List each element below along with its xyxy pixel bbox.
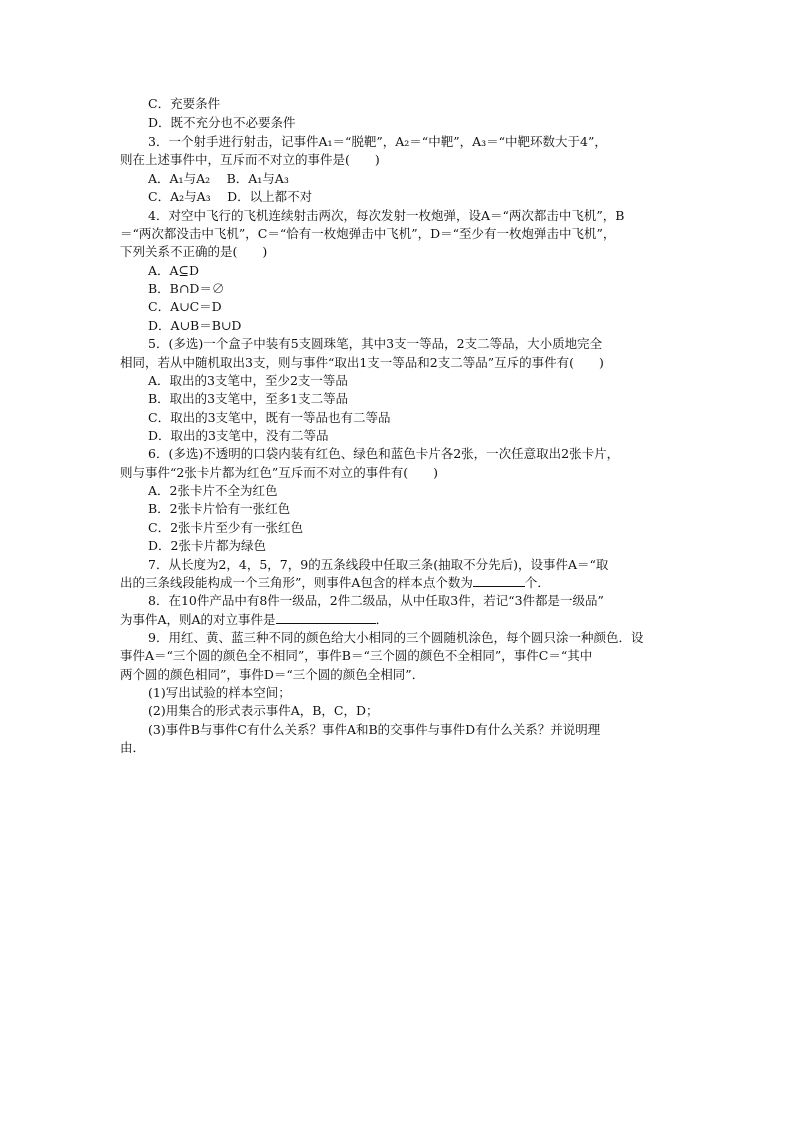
question-5-option-b: B．取出的3支笔中，至多1支二等品 [148, 391, 349, 406]
question-9-sub-2: (2)用集合的形式表示事件A，B，C，D； [148, 703, 379, 718]
question-8-text: 为事件A，则A的对立事件是 [120, 612, 276, 627]
option-c-prev: C．充要条件 [148, 96, 221, 111]
question-3-options-ab: A．A₁与A₂ B．A₁与A₃ [148, 171, 289, 186]
question-5-option-a: A．取出的3支笔中，至少2支一等品 [148, 373, 348, 388]
question-5-line-1: 5．(多选)一个盒子中装有5支圆珠笔，其中3支一等品，2支二等品，大小质地完全 [148, 336, 603, 351]
question-3-options-cd: C．A₂与A₃ D．以上都不对 [148, 189, 313, 204]
answer-blank[interactable] [276, 611, 376, 624]
question-8-line-1: 8．在10件产品中有8件一级品，2件二级品，从中任取3件，若记“3件都是一级品” [148, 593, 604, 608]
question-5-line-2: 相同，若从中随机取出3支，则与事件“取出1支一等品和2支二等品”互斥的事件有( ) [120, 355, 604, 370]
question-5-option-c: C．取出的3支笔中，既有一等品也有二等品 [148, 410, 391, 425]
question-9-line-2: 事件A＝“三个圆的颜色全不相同”，事件B＝“三个圆的颜色不全相同”，事件C＝“其中 [120, 648, 593, 663]
question-6-option-d: D．2张卡片都为绿色 [148, 538, 266, 553]
question-4-line-1: 4．对空中飞行的飞机连续射击两次，每次发射一枚炮弹，设A＝“两次都击中飞机”，B [148, 208, 625, 223]
option-d-prev: D．既不充分也不必要条件 [148, 115, 296, 130]
question-6-line-2: 则与事件“2张卡片都为红色”互斥而不对立的事件有( ) [120, 465, 438, 480]
question-6-option-c: C．2张卡片至少有一张红色 [148, 520, 304, 535]
question-4-option-b: B．B∩D＝∅ [148, 281, 225, 296]
question-7-line-2 [120, 574, 680, 592]
answer-blank[interactable] [473, 574, 525, 587]
question-8-suffix: ． [375, 612, 389, 627]
question-5-option-d: D．取出的3支笔中，没有二等品 [148, 428, 329, 443]
question-7-text: 出的三条线段能构成一个三角形”，则事件A包含的样本点个数为 [120, 575, 473, 590]
question-3-line-2: 则在上述事件中，互斥而不对立的事件是( ) [120, 152, 380, 167]
question-9-line-3: 两个圆的颜色相同”，事件D＝“三个圆的颜色全相同”． [120, 667, 425, 682]
question-4-option-c: C．A∪C＝D [148, 299, 222, 314]
question-6-option-a: A．2张卡片不全为红色 [148, 483, 278, 498]
question-9-sub-3-end: 由． [120, 740, 146, 755]
question-9-sub-1: (1)写出试验的样本空间； [148, 685, 291, 700]
question-4-option-d: D．A∪B＝B∪D [148, 318, 242, 333]
question-4-option-a: A．A⊆D [148, 263, 200, 278]
question-9-line-1: 9．用红、黄、蓝三种不同的颜色给大小相同的三个圆随机涂色，每个圆只涂一种颜色．设 [148, 630, 644, 645]
question-4-line-3: 下列关系不正确的是( ) [120, 244, 268, 259]
question-3-line-1: 3．一个射手进行射击，记事件A₁＝“脱靶”，A₂＝“中靶”，A₃＝“中靶环数大于4”， [148, 134, 607, 149]
question-9-sub-3: (3)事件B与事件C有什么关系？事件A和B的交事件与事件D有什么关系？并说明理 [148, 722, 601, 737]
question-6-option-b: B．2张卡片恰有一张红色 [148, 501, 291, 516]
question-6-line-1: 6．(多选)不透明的口袋内装有红色、绿色和蓝色卡片各2张，一次任意取出2张卡片， [148, 446, 620, 461]
question-7-suffix: 个． [524, 575, 550, 590]
question-4-line-2: ＝“两次都没击中飞机”，C＝“恰有一枚炮弹击中飞机”，D＝“至少有一枚炮弹击中飞机”， [120, 226, 616, 241]
question-8-line-2 [120, 611, 680, 629]
question-7-line-1: 7．从长度为2，4，5，7，9的五条线段中任取三条(抽取不分先后)，设事件A＝“取 [148, 557, 609, 572]
